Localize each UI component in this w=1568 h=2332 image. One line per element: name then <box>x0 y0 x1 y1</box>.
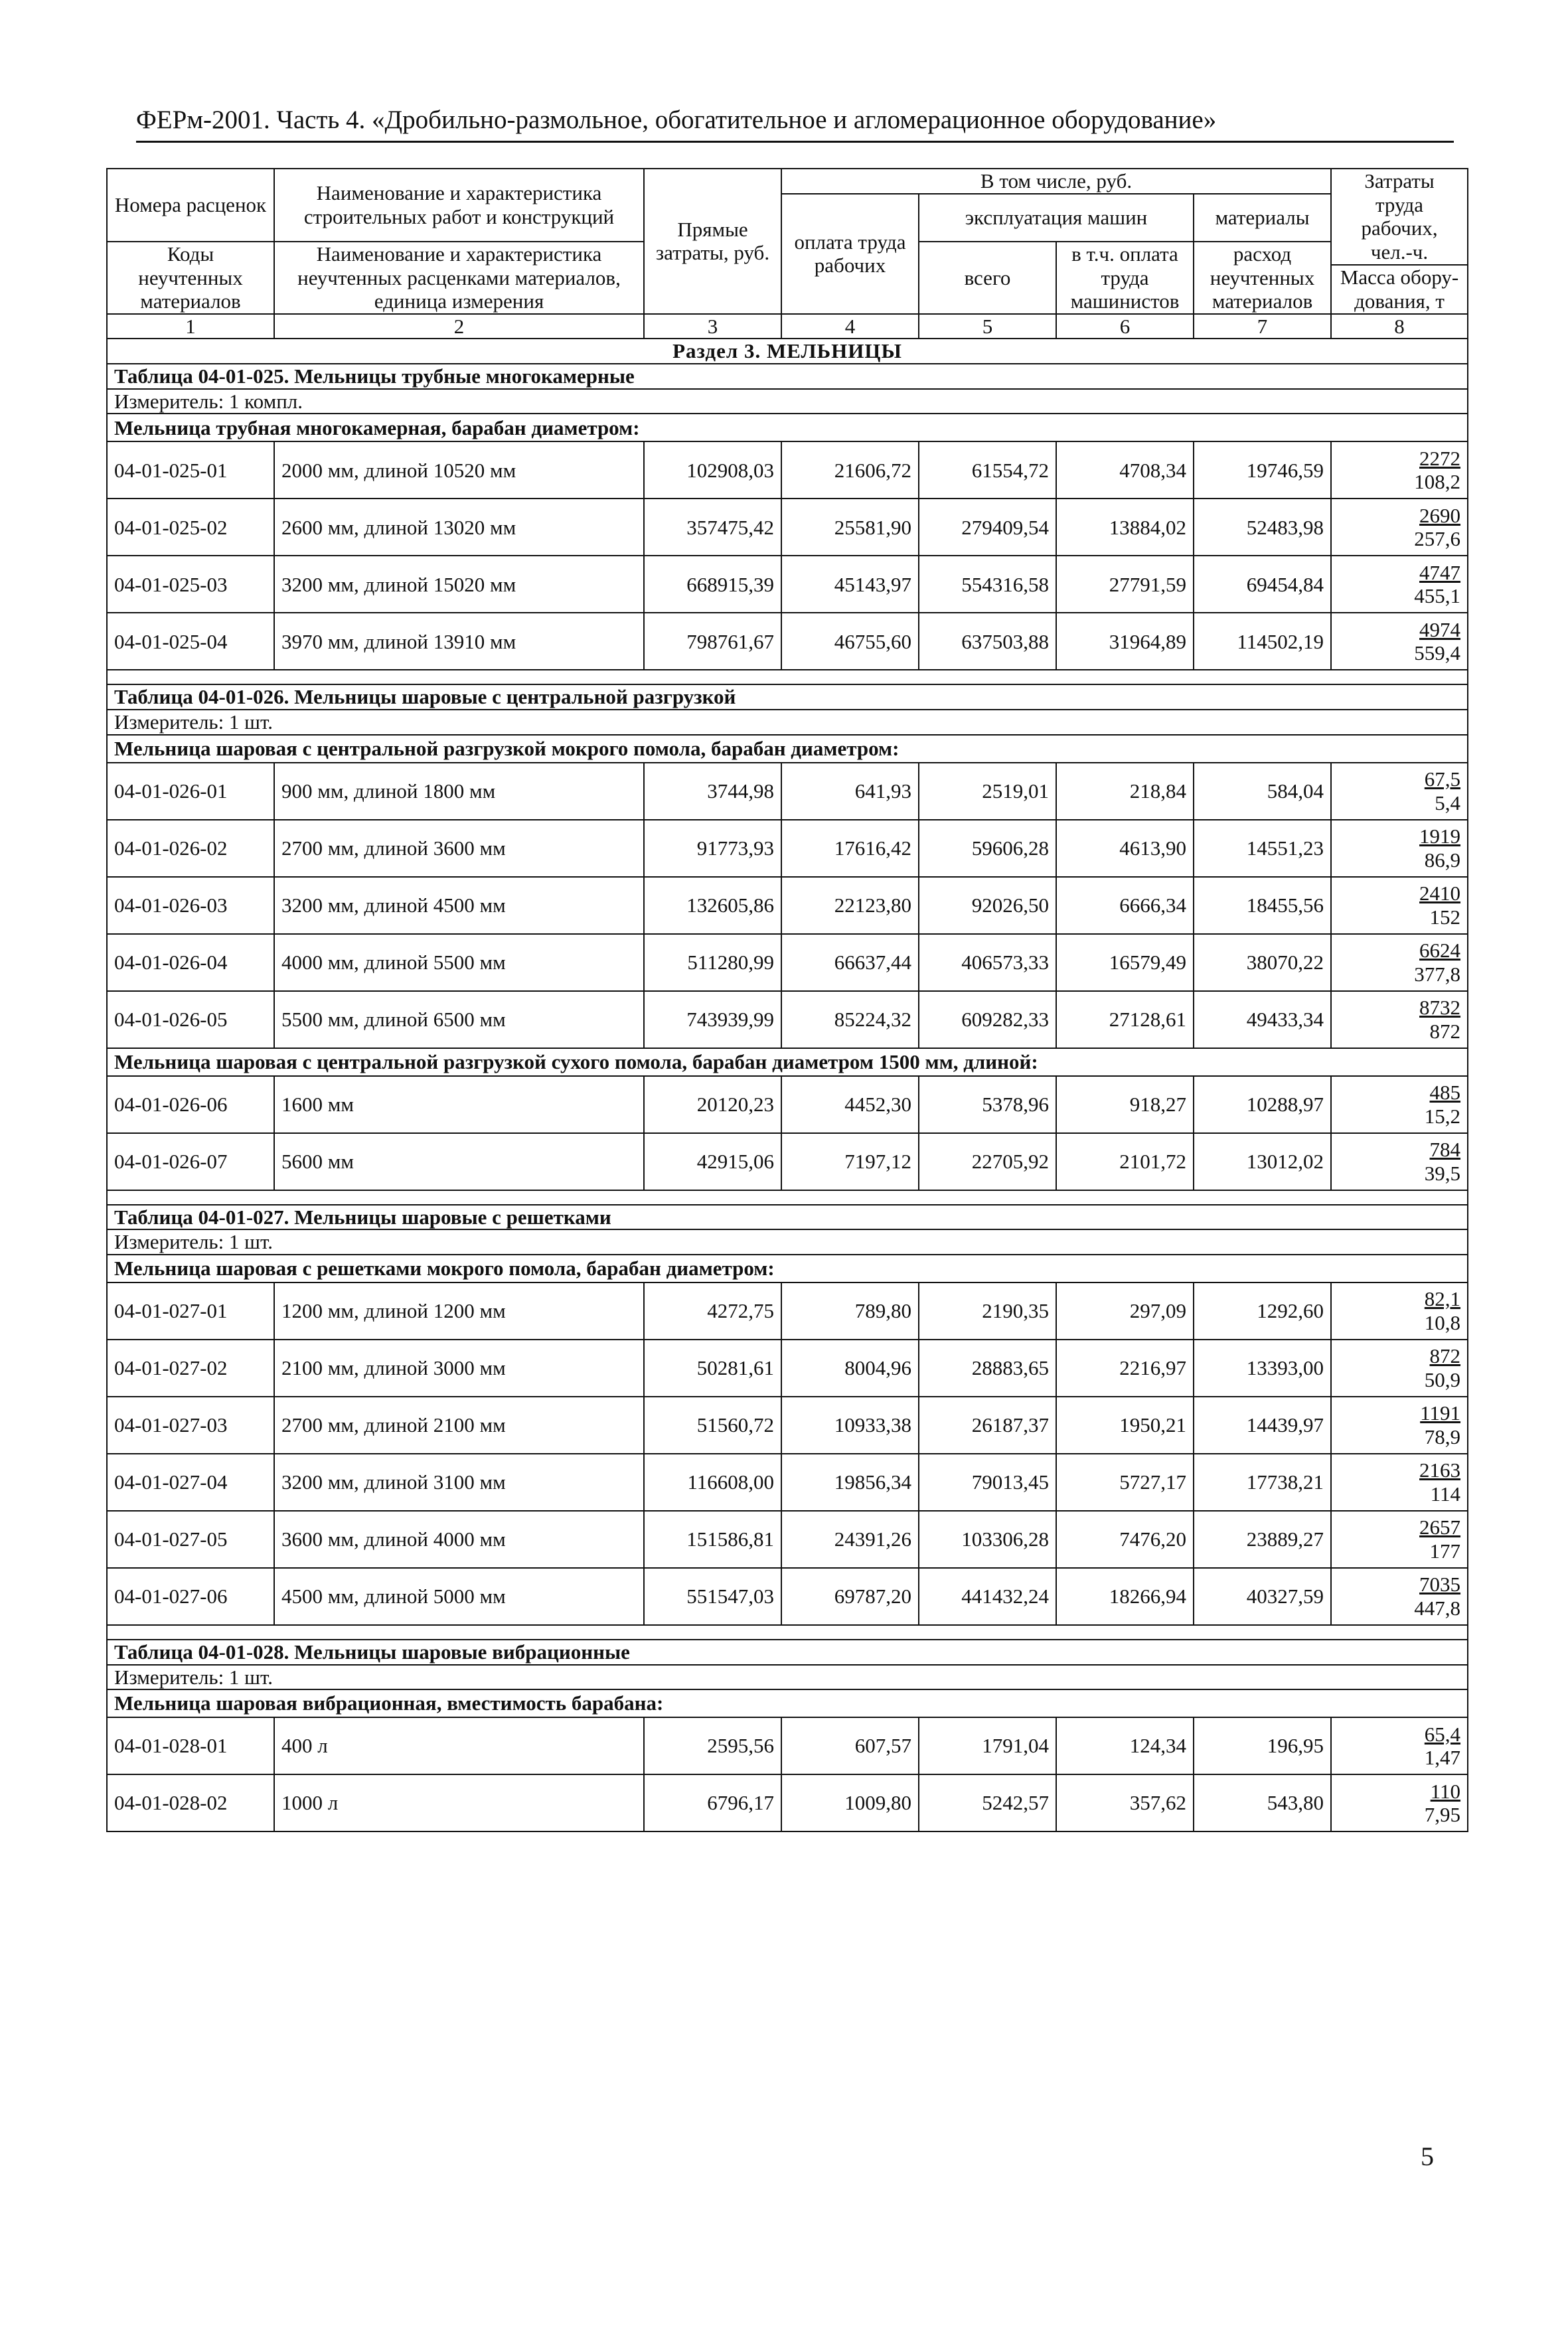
rate-code: 04-01-027-01 <box>107 1283 274 1340</box>
machines-total: 92026,50 <box>919 877 1056 934</box>
labor-hours: 8732 <box>1419 996 1461 1020</box>
direct-costs: 511280,99 <box>644 934 781 991</box>
equipment-mass: 10,8 <box>1424 1310 1461 1334</box>
group-header-row <box>107 414 1468 441</box>
col-header-mach-total: всего <box>919 242 1056 314</box>
rate-name: 4000 мм, длиной 5500 мм <box>274 934 644 991</box>
labor-and-mass <box>1331 1340 1468 1397</box>
table-meter: Измеритель: 1 шт. <box>107 1665 1468 1690</box>
direct-costs: 116608,00 <box>644 1454 781 1511</box>
labor-hours: 2272 <box>1419 446 1461 470</box>
col-header-labor: Затраты труда рабочих, чел.-ч. <box>1331 169 1468 265</box>
machines-total: 2190,35 <box>919 1283 1056 1340</box>
direct-costs: 798761,67 <box>644 613 781 670</box>
direct-costs: 6796,17 <box>644 1774 781 1831</box>
col-number: 5 <box>919 314 1056 339</box>
equipment-mass: 1,47 <box>1424 1746 1461 1770</box>
table-title: Таблица 04-01-027. Мельницы шаровые с решетками <box>107 1205 1468 1230</box>
equipment-mass: 78,9 <box>1424 1425 1461 1448</box>
labor-pay: 66637,44 <box>781 934 919 991</box>
machines-total: 5378,96 <box>919 1076 1056 1133</box>
direct-costs: 357475,42 <box>644 499 781 556</box>
labor-and-mass <box>1331 1133 1468 1190</box>
section-title: Раздел 3. МЕЛЬНИЦЫ <box>107 339 1468 364</box>
rate-name: 3200 мм, длиной 15020 мм <box>274 556 644 613</box>
labor-pay: 641,93 <box>781 763 919 820</box>
page-number: 5 <box>1421 2141 1434 2171</box>
labor-hours: 2657 <box>1419 1516 1461 1539</box>
machinist-pay: 4708,34 <box>1056 441 1194 499</box>
table-row <box>107 1511 1468 1568</box>
materials: 38070,22 <box>1194 934 1331 991</box>
labor-hours: 6624 <box>1419 939 1461 963</box>
group-label: Мельница трубная многокамерная, барабан диаметром: <box>107 414 1468 441</box>
labor-pay: 46755,60 <box>781 613 919 670</box>
rate-code: 04-01-028-01 <box>107 1717 274 1774</box>
col-header-direct-costs: Прямые затраты, руб. <box>644 169 781 314</box>
rate-name: 3200 мм, длиной 4500 мм <box>274 877 644 934</box>
rate-code: 04-01-025-04 <box>107 613 274 670</box>
rate-name: 2100 мм, длиной 3000 мм <box>274 1340 644 1397</box>
table-title-row <box>107 1205 1468 1230</box>
rate-name: 3600 мм, длиной 4000 мм <box>274 1511 644 1568</box>
equipment-mass: 177 <box>1429 1539 1461 1563</box>
direct-costs: 91773,93 <box>644 820 781 877</box>
labor-and-mass <box>1331 1454 1468 1511</box>
materials: 14439,97 <box>1194 1397 1331 1454</box>
labor-pay: 1009,80 <box>781 1774 919 1831</box>
header-row-1 <box>107 169 1468 194</box>
materials: 49433,34 <box>1194 991 1331 1048</box>
col-header-codes-top: Номера расценок <box>107 169 274 242</box>
rate-name: 5600 мм <box>274 1133 644 1190</box>
labor-hours: 485 <box>1429 1081 1461 1105</box>
labor-and-mass <box>1331 763 1468 820</box>
rate-name: 400 л <box>274 1717 644 1774</box>
direct-costs: 2595,56 <box>644 1717 781 1774</box>
machinist-pay: 13884,02 <box>1056 499 1194 556</box>
rate-name: 1200 мм, длиной 1200 мм <box>274 1283 644 1340</box>
machinist-pay: 7476,20 <box>1056 1511 1194 1568</box>
col-number: 8 <box>1331 314 1468 339</box>
machinist-pay: 1950,21 <box>1056 1397 1194 1454</box>
labor-and-mass <box>1331 1511 1468 1568</box>
table-meter: Измеритель: 1 компл. <box>107 389 1468 414</box>
labor-and-mass <box>1331 1076 1468 1133</box>
materials: 114502,19 <box>1194 613 1331 670</box>
machinist-pay: 18266,94 <box>1056 1568 1194 1625</box>
machines-total: 406573,33 <box>919 934 1056 991</box>
meter-row <box>107 389 1468 414</box>
table-row <box>107 1454 1468 1511</box>
rate-code: 04-01-027-05 <box>107 1511 274 1568</box>
materials: 23889,27 <box>1194 1511 1331 1568</box>
machinist-pay: 31964,89 <box>1056 613 1194 670</box>
equipment-mass: 15,2 <box>1424 1104 1461 1128</box>
materials: 584,04 <box>1194 763 1331 820</box>
machinist-pay: 27791,59 <box>1056 556 1194 613</box>
machines-total: 554316,58 <box>919 556 1056 613</box>
rate-code: 04-01-025-03 <box>107 556 274 613</box>
labor-and-mass <box>1331 499 1468 556</box>
machinist-pay: 27128,61 <box>1056 991 1194 1048</box>
labor-pay: 7197,12 <box>781 1133 919 1190</box>
rate-name: 1600 мм <box>274 1076 644 1133</box>
rate-code: 04-01-027-04 <box>107 1454 274 1511</box>
labor-and-mass <box>1331 877 1468 934</box>
meter-row <box>107 1665 1468 1690</box>
materials: 196,95 <box>1194 1717 1331 1774</box>
table-title-row <box>107 1640 1468 1665</box>
direct-costs: 743939,99 <box>644 991 781 1048</box>
machines-total: 637503,88 <box>919 613 1056 670</box>
machines-total: 61554,72 <box>919 441 1056 499</box>
machines-total: 1791,04 <box>919 1717 1056 1774</box>
direct-costs: 51560,72 <box>644 1397 781 1454</box>
labor-pay: 21606,72 <box>781 441 919 499</box>
labor-pay: 19856,34 <box>781 1454 919 1511</box>
machines-total: 28883,65 <box>919 1340 1056 1397</box>
col-number: 7 <box>1194 314 1331 339</box>
labor-hours: 110 <box>1430 1779 1461 1803</box>
labor-hours: 2163 <box>1419 1458 1461 1482</box>
direct-costs: 42915,06 <box>644 1133 781 1190</box>
machinist-pay: 6666,34 <box>1056 877 1194 934</box>
labor-and-mass <box>1331 1717 1468 1774</box>
table-meter: Измеритель: 1 шт. <box>107 710 1468 735</box>
machines-total: 103306,28 <box>919 1511 1056 1568</box>
machines-total: 5242,57 <box>919 1774 1056 1831</box>
rate-code: 04-01-027-02 <box>107 1340 274 1397</box>
rate-code: 04-01-027-03 <box>107 1397 274 1454</box>
rate-name: 5500 мм, длиной 6500 мм <box>274 991 644 1048</box>
col-header-mass: Масса обору-дования, т <box>1331 265 1468 314</box>
rate-code: 04-01-027-06 <box>107 1568 274 1625</box>
rate-code: 04-01-026-07 <box>107 1133 274 1190</box>
equipment-mass: 5,4 <box>1435 791 1461 815</box>
col-header-codes-bottom: Коды неучтенных материалов <box>107 242 274 314</box>
rate-name: 2700 мм, длиной 2100 мм <box>274 1397 644 1454</box>
table-title: Таблица 04-01-028. Мельницы шаровые вибрационные <box>107 1640 1468 1665</box>
labor-and-mass <box>1331 1397 1468 1454</box>
table-title: Таблица 04-01-026. Мельницы шаровые с центральной разгрузкой <box>107 684 1468 710</box>
table-row <box>107 820 1468 877</box>
table-row <box>107 1717 1468 1774</box>
equipment-mass: 50,9 <box>1424 1367 1461 1391</box>
labor-and-mass <box>1331 613 1468 670</box>
col-header-mach-pay: в т.ч. оплата труда машинистов <box>1056 242 1194 314</box>
machines-total: 79013,45 <box>919 1454 1056 1511</box>
machinist-pay: 357,62 <box>1056 1774 1194 1831</box>
direct-costs: 102908,03 <box>644 441 781 499</box>
labor-hours: 2410 <box>1419 882 1461 905</box>
labor-pay: 69787,20 <box>781 1568 919 1625</box>
col-header-group-materials: материалы <box>1194 194 1331 242</box>
table-title: Таблица 04-01-025. Мельницы трубные многокамерные <box>107 364 1468 389</box>
table-row <box>107 763 1468 820</box>
equipment-mass: 152 <box>1429 905 1461 929</box>
table-meter: Измеритель: 1 шт. <box>107 1229 1468 1255</box>
equipment-mass: 86,9 <box>1424 848 1461 872</box>
machinist-pay: 2216,97 <box>1056 1340 1194 1397</box>
labor-pay: 45143,97 <box>781 556 919 613</box>
labor-hours: 784 <box>1429 1138 1461 1162</box>
machinist-pay: 218,84 <box>1056 763 1194 820</box>
table-row <box>107 934 1468 991</box>
group-label: Мельница шаровая с центральной разгрузкой сухого помола, барабан диаметром 1500 мм, длиной: <box>107 1048 1468 1076</box>
rate-code: 04-01-026-05 <box>107 991 274 1048</box>
machinist-pay: 5727,17 <box>1056 1454 1194 1511</box>
machinist-pay: 124,34 <box>1056 1717 1194 1774</box>
materials: 52483,98 <box>1194 499 1331 556</box>
labor-pay: 25581,90 <box>781 499 919 556</box>
col-number: 6 <box>1056 314 1194 339</box>
rate-code: 04-01-026-03 <box>107 877 274 934</box>
labor-pay: 10933,38 <box>781 1397 919 1454</box>
labor-hours: 65,4 <box>1424 1722 1461 1746</box>
equipment-mass: 455,1 <box>1414 584 1461 608</box>
rate-code: 04-01-026-02 <box>107 820 274 877</box>
materials: 69454,84 <box>1194 556 1331 613</box>
equipment-mass: 39,5 <box>1424 1161 1461 1185</box>
machines-total: 441432,24 <box>919 1568 1056 1625</box>
table-title-row <box>107 364 1468 389</box>
table-row <box>107 441 1468 499</box>
norms-document <box>106 168 1467 2332</box>
rate-code: 04-01-028-02 <box>107 1774 274 1831</box>
running-header: ФЕРм-2001. Часть 4. «Дробильно-размольное, обогатительное и агломерационное оборудование» <box>136 106 1217 134</box>
table-row <box>107 1133 1468 1190</box>
spacer-cell <box>107 670 1468 684</box>
table-row <box>107 613 1468 670</box>
table-row <box>107 991 1468 1048</box>
machines-total: 279409,54 <box>919 499 1056 556</box>
spacer-cell <box>107 1625 1468 1640</box>
materials: 543,80 <box>1194 1774 1331 1831</box>
col-header-name-bottom: Наименование и характеристика неучтенных расценками материалов, единица измерения <box>274 242 644 314</box>
group-label: Мельница шаровая вибрационная, вместимость барабана: <box>107 1689 1468 1717</box>
materials: 19746,59 <box>1194 441 1331 499</box>
equipment-mass: 559,4 <box>1414 641 1461 665</box>
col-header-labor-pay: оплата труда рабочих <box>781 194 919 314</box>
labor-pay: 4452,30 <box>781 1076 919 1133</box>
labor-and-mass <box>1331 1774 1468 1831</box>
norms-table <box>106 168 1468 1832</box>
table-row <box>107 556 1468 613</box>
equipment-mass: 108,2 <box>1414 470 1461 494</box>
machinist-pay: 2101,72 <box>1056 1133 1194 1190</box>
machines-total: 2519,01 <box>919 763 1056 820</box>
materials: 10288,97 <box>1194 1076 1331 1133</box>
machinist-pay: 4613,90 <box>1056 820 1194 877</box>
col-number: 2 <box>274 314 644 339</box>
equipment-mass: 7,95 <box>1424 1803 1461 1827</box>
labor-and-mass <box>1331 820 1468 877</box>
equipment-mass: 257,6 <box>1414 527 1461 551</box>
labor-and-mass <box>1331 934 1468 991</box>
labor-and-mass <box>1331 1283 1468 1340</box>
labor-and-mass <box>1331 556 1468 613</box>
direct-costs: 668915,39 <box>644 556 781 613</box>
rate-name: 3200 мм, длиной 3100 мм <box>274 1454 644 1511</box>
header-rule <box>136 141 1454 143</box>
direct-costs: 551547,03 <box>644 1568 781 1625</box>
labor-hours: 1191 <box>1420 1401 1461 1425</box>
rate-code: 04-01-026-01 <box>107 763 274 820</box>
rate-name: 4500 мм, длиной 5000 мм <box>274 1568 644 1625</box>
labor-hours: 67,5 <box>1424 767 1461 791</box>
labor-pay: 789,80 <box>781 1283 919 1340</box>
equipment-mass: 114 <box>1430 1482 1461 1506</box>
col-header-materials: расход неучтенных материалов <box>1194 242 1331 314</box>
rate-name: 1000 л <box>274 1774 644 1831</box>
labor-pay: 17616,42 <box>781 820 919 877</box>
direct-costs: 132605,86 <box>644 877 781 934</box>
machines-total: 26187,37 <box>919 1397 1056 1454</box>
direct-costs: 151586,81 <box>644 1511 781 1568</box>
col-header-name-top: Наименование и характеристика строительных работ и конструкций <box>274 169 644 242</box>
labor-pay: 8004,96 <box>781 1340 919 1397</box>
table-row <box>107 1397 1468 1454</box>
labor-and-mass <box>1331 991 1468 1048</box>
table-row <box>107 1774 1468 1831</box>
materials: 17738,21 <box>1194 1454 1331 1511</box>
labor-hours: 4974 <box>1419 617 1461 641</box>
materials: 13012,02 <box>1194 1133 1331 1190</box>
group-label: Мельница шаровая с решетками мокрого помола, барабан диаметром: <box>107 1255 1468 1283</box>
group-header-row <box>107 1255 1468 1283</box>
direct-costs: 50281,61 <box>644 1340 781 1397</box>
labor-hours: 7035 <box>1419 1573 1461 1596</box>
machinist-pay: 918,27 <box>1056 1076 1194 1133</box>
table-row <box>107 1340 1468 1397</box>
labor-pay: 24391,26 <box>781 1511 919 1568</box>
machines-total: 59606,28 <box>919 820 1056 877</box>
group-header-row <box>107 735 1468 763</box>
labor-hours: 1919 <box>1419 824 1461 848</box>
equipment-mass: 377,8 <box>1414 962 1461 986</box>
spacer-cell <box>107 1190 1468 1205</box>
col-header-group-incl: В том числе, руб. <box>781 169 1331 194</box>
direct-costs: 3744,98 <box>644 763 781 820</box>
labor-pay: 85224,32 <box>781 991 919 1048</box>
spacer-row <box>107 1625 1468 1640</box>
materials: 40327,59 <box>1194 1568 1331 1625</box>
machinist-pay: 16579,49 <box>1056 934 1194 991</box>
labor-hours: 872 <box>1429 1344 1461 1368</box>
col-number: 3 <box>644 314 781 339</box>
meter-row <box>107 1229 1468 1255</box>
rate-name: 2000 мм, длиной 10520 мм <box>274 441 644 499</box>
labor-pay: 22123,80 <box>781 877 919 934</box>
equipment-mass: 447,8 <box>1414 1596 1461 1620</box>
meter-row <box>107 710 1468 735</box>
section-row <box>107 339 1468 364</box>
materials: 14551,23 <box>1194 820 1331 877</box>
rate-name: 900 мм, длиной 1800 мм <box>274 763 644 820</box>
rate-code: 04-01-025-02 <box>107 499 274 556</box>
spacer-row <box>107 1190 1468 1205</box>
rate-name: 2700 мм, длиной 3600 мм <box>274 820 644 877</box>
table-title-row <box>107 684 1468 710</box>
rate-code: 04-01-025-01 <box>107 441 274 499</box>
labor-and-mass <box>1331 441 1468 499</box>
rate-code: 04-01-026-04 <box>107 934 274 991</box>
equipment-mass: 872 <box>1429 1019 1461 1043</box>
group-header-row <box>107 1689 1468 1717</box>
table-row <box>107 877 1468 934</box>
materials: 18455,56 <box>1194 877 1331 934</box>
labor-hours: 2690 <box>1419 503 1461 527</box>
rate-name: 3970 мм, длиной 13910 мм <box>274 613 644 670</box>
rate-name: 2600 мм, длиной 13020 мм <box>274 499 644 556</box>
group-label: Мельница шаровая с центральной разгрузкой мокрого помола, барабан диаметром: <box>107 735 1468 763</box>
table-row <box>107 1283 1468 1340</box>
group-header-row <box>107 1048 1468 1076</box>
materials: 13393,00 <box>1194 1340 1331 1397</box>
col-number: 1 <box>107 314 274 339</box>
column-number-row <box>107 314 1468 339</box>
machinist-pay: 297,09 <box>1056 1283 1194 1340</box>
table-row <box>107 1076 1468 1133</box>
labor-hours: 82,1 <box>1424 1287 1461 1311</box>
col-number: 4 <box>781 314 919 339</box>
table-row <box>107 1568 1468 1625</box>
labor-hours: 4747 <box>1419 560 1461 584</box>
labor-and-mass <box>1331 1568 1468 1625</box>
materials: 1292,60 <box>1194 1283 1331 1340</box>
rate-code: 04-01-026-06 <box>107 1076 274 1133</box>
spacer-row <box>107 670 1468 684</box>
machines-total: 609282,33 <box>919 991 1056 1048</box>
direct-costs: 20120,23 <box>644 1076 781 1133</box>
direct-costs: 4272,75 <box>644 1283 781 1340</box>
table-row <box>107 499 1468 556</box>
col-header-group-machines: эксплуатация машин <box>919 194 1194 242</box>
labor-pay: 607,57 <box>781 1717 919 1774</box>
machines-total: 22705,92 <box>919 1133 1056 1190</box>
